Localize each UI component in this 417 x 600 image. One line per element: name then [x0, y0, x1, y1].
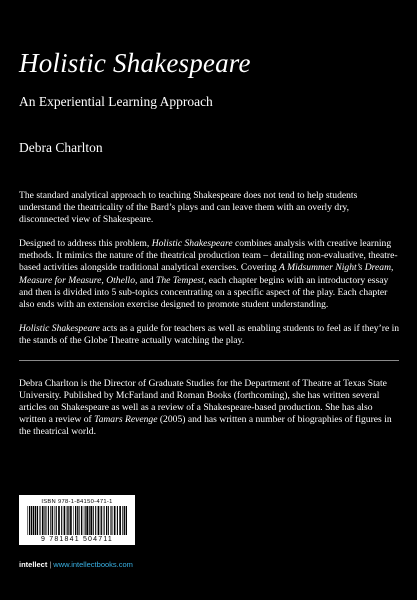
review-title: Tamars Revenge [94, 414, 158, 426]
barcode-bar [27, 506, 28, 535]
barcode-bar [122, 506, 123, 535]
barcode-bar [70, 506, 72, 535]
blurb-text: combines analysis with creative learning methods. It mimics the nature of the theatrical production team – detailing non-evaluative, theatre-based activities alongside traditional analytical exercises. Covering [19, 238, 398, 274]
barcode-bar [35, 506, 37, 535]
barcode-bar [56, 506, 57, 535]
barcode-bar [64, 506, 66, 535]
publisher-footer [19, 560, 133, 569]
book-title-inline: Holistic Shakespeare [19, 322, 100, 334]
barcode-bar [95, 506, 96, 535]
barcode-bar [61, 506, 62, 535]
barcode-bar [114, 506, 116, 535]
barcode-bar [93, 506, 94, 535]
barcode-bar [58, 506, 60, 535]
blurb-paragraph-3 [19, 323, 401, 347]
barcode-bar [100, 506, 101, 535]
blurb-text: , each chapter begins with an introductory essay and then is divided into 5 sub-topics concentrating on a specific aspect of the play. Each chapter also ends with an extension exercise designed to promote student understanding. [19, 274, 389, 310]
barcode-bar [108, 506, 109, 535]
bio-text: (2005) and has written a number of biographies of figures in the theatrical world. [19, 414, 392, 438]
divider [19, 360, 399, 361]
barcode-bar [44, 506, 45, 535]
barcode-bar [67, 506, 68, 535]
play-titles: A Midsummer Night’s Dream, Measure for Measure, Othello, [19, 262, 394, 286]
barcode-digits: 9 781841 504711 [41, 536, 113, 543]
barcode-bar [68, 506, 69, 535]
barcode-bar [73, 506, 74, 535]
barcode-bar [29, 506, 30, 535]
barcode-bar [77, 506, 78, 535]
barcode-bar [85, 506, 86, 535]
blurb-paragraph-1: The standard analytical approach to teaching Shakespeare does not tend to help students understand the theatricality of the Bard’s plays and can leave them with an overly dry, disconnected view of Shakespeare. [19, 190, 358, 226]
barcode-bar [101, 506, 102, 535]
author-bio [19, 378, 401, 438]
blurb-paragraph-2 [19, 238, 401, 311]
barcode-bar [126, 506, 127, 535]
blurb-text: and [137, 274, 157, 286]
barcode-bar [37, 506, 38, 535]
barcode-bar [119, 506, 121, 535]
barcode-bar [117, 506, 118, 535]
barcode-bar [89, 506, 90, 535]
play-title-tempest: The Tempest [156, 274, 204, 286]
barcode-bar [52, 506, 53, 535]
barcode-bar [83, 506, 84, 535]
bio-text: Debra Charlton is the Director of Graduate Studies for the Department of Theatre at Texas State University. Published by McFarland and Roman Books (forthcoming), she has written several articles on Shakespeare as well as a review of a Shakespeare-based production. She has also written a review of [19, 378, 387, 426]
blurb-text: Designed to address this problem, [19, 238, 152, 250]
isbn-label: ISBN 978-1-84150-471-1 [41, 499, 113, 505]
barcode-bar [75, 506, 76, 535]
barcode-bar [55, 506, 56, 535]
blurb-text: acts as a guide for teachers as well as enabling students to feel as if they’re in the stands of the Globe Theatre actually watching the play. [19, 322, 400, 346]
barcode-bar [33, 506, 34, 535]
barcode-bar [50, 506, 51, 535]
barcode-bar [90, 506, 92, 535]
barcode-bar [79, 506, 80, 535]
footer-separator: | [49, 560, 52, 569]
barcode-bar [45, 506, 46, 535]
publisher-website-link[interactable]: www.intellectbooks.com [53, 560, 133, 569]
barcode-bar [110, 506, 111, 535]
barcode-bar [104, 506, 105, 535]
barcode-bar [42, 506, 44, 535]
barcode-bar [31, 506, 33, 535]
author-name: Debra Charlton [19, 140, 103, 155]
book-subtitle: An Experiential Learning Approach [19, 94, 213, 109]
barcode-bar [111, 506, 112, 535]
barcode [19, 495, 135, 545]
barcode-bar [86, 506, 88, 535]
blurb [19, 190, 401, 359]
barcode-bar [106, 506, 107, 535]
publisher-name: intellect [19, 560, 48, 569]
barcode-bar [48, 506, 49, 535]
barcode-bar [39, 506, 40, 535]
barcode-bar [81, 506, 82, 535]
barcode-bars [27, 506, 127, 535]
book-title: Holistic Shakespeare [19, 48, 251, 78]
book-title-inline: Holistic Shakespeare [151, 238, 233, 250]
barcode-bar [98, 506, 100, 535]
barcode-bar [124, 506, 125, 535]
